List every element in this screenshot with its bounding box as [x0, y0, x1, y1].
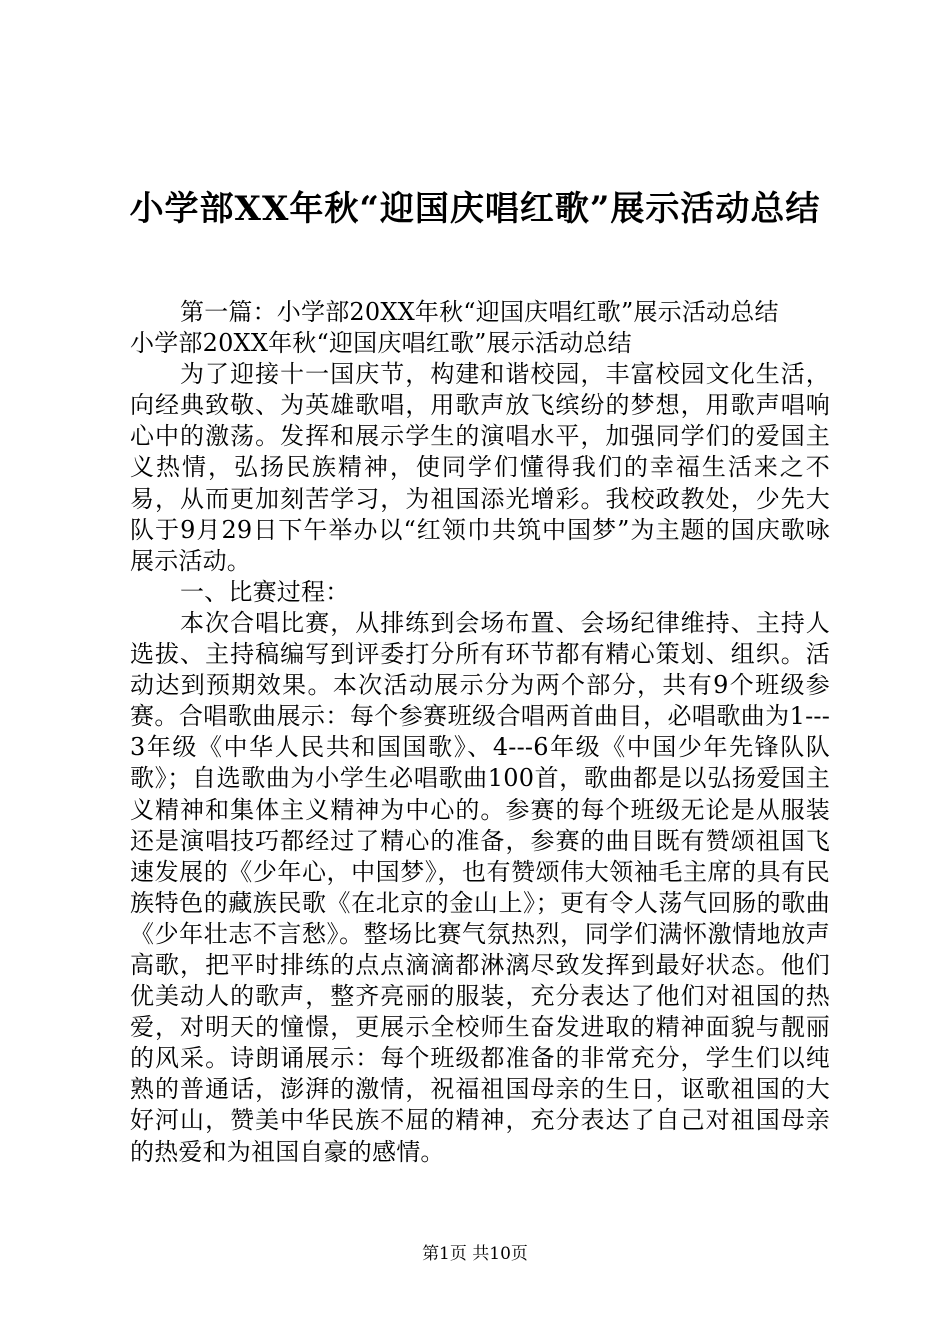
subtitle-line: 小学部20XX年秋“迎国庆唱红歌”展示活动总结 [130, 329, 632, 358]
process-paragraph: 本次合唱比赛，从排练到会场布置、会场纪律维持、主持人选拔、主持稿编写到评委打分所有环节都有精心策划、组织。活动达到预期效果。本次活动展示分为两个部分，共有9个班级参赛。合唱歌曲展示：每个参赛班级合唱两首曲目，必唱歌曲为1---3年级《中华人民共和国国歌》、4---6年级《中国少年先锋队队歌》；自选歌曲为小学生必唱歌曲100首，歌曲都是以弘扬爱国主义精神和集体主义精神为中心的。参赛的每个班级无论是从服装还是演唱技巧都经过了精心的准备，参赛的曲目既有赞颂祖国飞速发展的《少年心，中国梦》，也有赞颂伟大领袖毛主席的具有民族特色的藏族民歌《在北京的金山上》；更有令人荡气回肠的歌曲《少年壮志不言愁》。整场比赛气氛热烈，同学们满怀激情地放声高歌，把平时排练的点点滴滴都淋漓尽致发挥到最好状态。他们优美动人的歌声，整齐亮丽的服装，充分表达了他们对祖国的热爱，对明天的憧憬，更展示全校师生奋发进取的精神面貌与靓丽的风采。诗朗诵展示：每个班级都准备的非常充分，学生们以纯熟的普通话，澎湃的激情，祝福祖国母亲的生日，讴歌祖国的大好河山，赞美中华民族不屈的精神，充分表达了自己对祖国母亲的热爱和为祖国自豪的感情。 [130, 608, 830, 1166]
section-heading-part-one: 第一篇：小学部20XX年秋“迎国庆唱红歌”展示活动总结 [180, 298, 779, 326]
document-body [130, 297, 830, 1168]
page-number-footer: 第1页 共10页 [422, 1244, 528, 1264]
section-heading-process: 一、比赛过程： [180, 577, 350, 606]
intro-paragraph: 为了迎接十一国庆节，构建和谐校园，丰富校园文化生活，向经典致敬、为英雄歌唱，用歌声放飞缤纷的梦想，用歌声唱响心中的激荡。发挥和展示学生的演唱水平，加强同学们的爱国主义热情，弘扬民族精神，使同学们懂得我们的幸福生活来之不易，从而更加刻苦学习，为祖国添光增彩。我校政教处，少先大队于9月29日下午举办以“红领巾共筑中国梦”为主题的国庆歌咏展示活动。 [130, 360, 830, 575]
document-title: 小学部XX年秋“迎国庆唱红歌”展示活动总结 [129, 189, 821, 229]
